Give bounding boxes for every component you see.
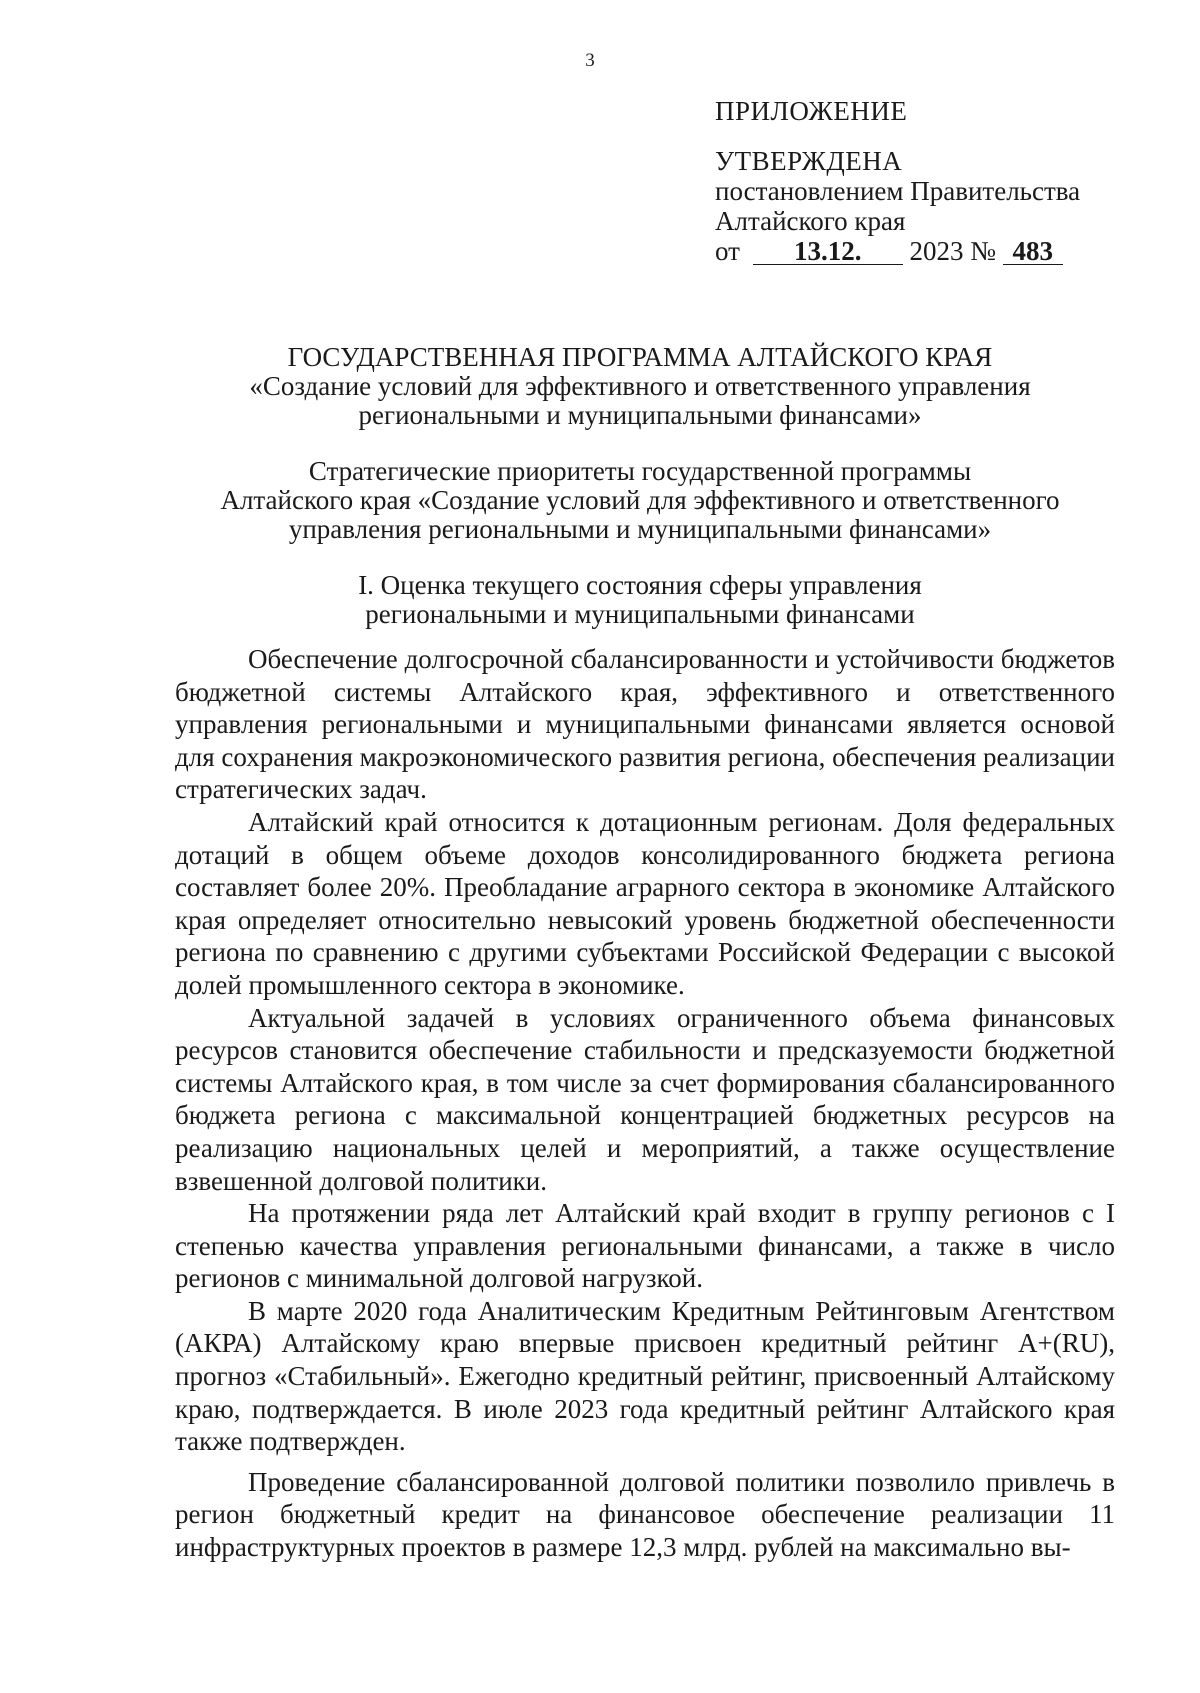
body-text — [175, 643, 1115, 1564]
decree-year: 2023 — [909, 236, 964, 266]
priorities-line-1: Стратегические приоритеты государственной программы — [308, 456, 972, 486]
from-label: от — [715, 236, 740, 266]
page-number: 3 — [585, 50, 595, 71]
section-heading-line-2: региональными и муниципальными финансами — [365, 599, 915, 629]
appendix-block — [715, 96, 1155, 266]
approved-by-region: Алтайского края — [715, 206, 906, 236]
paragraph: Обеспечение долгосрочной сбалансированности и устойчивости бюджетов бюджетной системы Алтайского края, эффективного и ответственного управления региональными и муниципальными финансами является основой для сохранения макроэкономического развития региона, обеспечения реализации стратегических задач. — [175, 644, 1116, 805]
priorities-line-3: управления региональными и муниципальными финансами» — [288, 514, 992, 544]
approved-title: УТВЕРЖДЕНА — [715, 146, 903, 176]
approved-by-line: постановлением Правительства — [715, 176, 1081, 206]
paragraph: Алтайский край относится к дотационным регионам. Доля федеральных дотаций в общем объеме доходов консолидированного бюджета региона составляет более 20%. Преобладание аграрного сектора в экономике Алтайского края определяет относительно невысокий уровень бюджетной обеспеченности региона по сравнению с другими субъектами Российской Федерации с высокой долей промышленного сектора в экономике. — [175, 806, 1115, 1000]
section-heading-line-1: I. Оценка текущего состояния сферы управления — [358, 570, 922, 600]
number-label: № — [970, 236, 996, 266]
appendix-title: ПРИЛОЖЕНИЕ — [715, 96, 908, 126]
paragraph: Проведение сбалансированной долговой политики позволило привлечь в регион бюджетный кредит на финансовое обеспечение реализации 11 инфраструктурных проектов в размере 12,3 млрд. рублей на максимально вы- — [175, 1466, 1115, 1563]
paragraph: Актуальной задачей в условиях ограниченного объема финансовых ресурсов становится обеспечение стабильности и предсказуемости бюджетной системы Алтайского края, в том числе за счет формирования сбалансированного бюджета региона с максимальной концентрацией бюджетных ресурсов на реализацию национальных целей и мероприятий, а также осуществление взвешенной долговой политики. — [175, 1002, 1115, 1196]
decree-number: 483 — [1003, 238, 1063, 265]
program-title: ГОСУДАРСТВЕННАЯ ПРОГРАММА АЛТАЙСКОГО КРАЯ — [287, 342, 993, 372]
program-name-line-1: «Создание условий для эффективного и ответственного управления — [249, 371, 1031, 401]
decree-date-line — [715, 236, 1155, 266]
document-heading — [170, 343, 1110, 629]
priorities-line-2: Алтайского края «Создание условий для эффективного и ответственного — [220, 485, 1060, 515]
decree-date: 13.12. — [753, 238, 903, 265]
program-name-line-2: региональными и муниципальными финансами» — [358, 400, 922, 430]
paragraph: На протяжении ряда лет Алтайский край входит в группу регионов с I степенью качества управления региональными финансами, а также в число регионов с минимальной долговой нагрузкой. — [175, 1198, 1115, 1294]
paragraph: В марте 2020 года Аналитическим Кредитным Рейтинговым Агентством (АКРА) Алтайскому краю впервые присвоен кредитный рейтинг A+(RU), прогноз «Стабильный». Ежегодно кредитный рейтинг, присвоенный Алтайскому краю, подтверждается. В июле 2023 года кредитный рейтинг Алтайского края также подтвержден. — [175, 1295, 1115, 1457]
